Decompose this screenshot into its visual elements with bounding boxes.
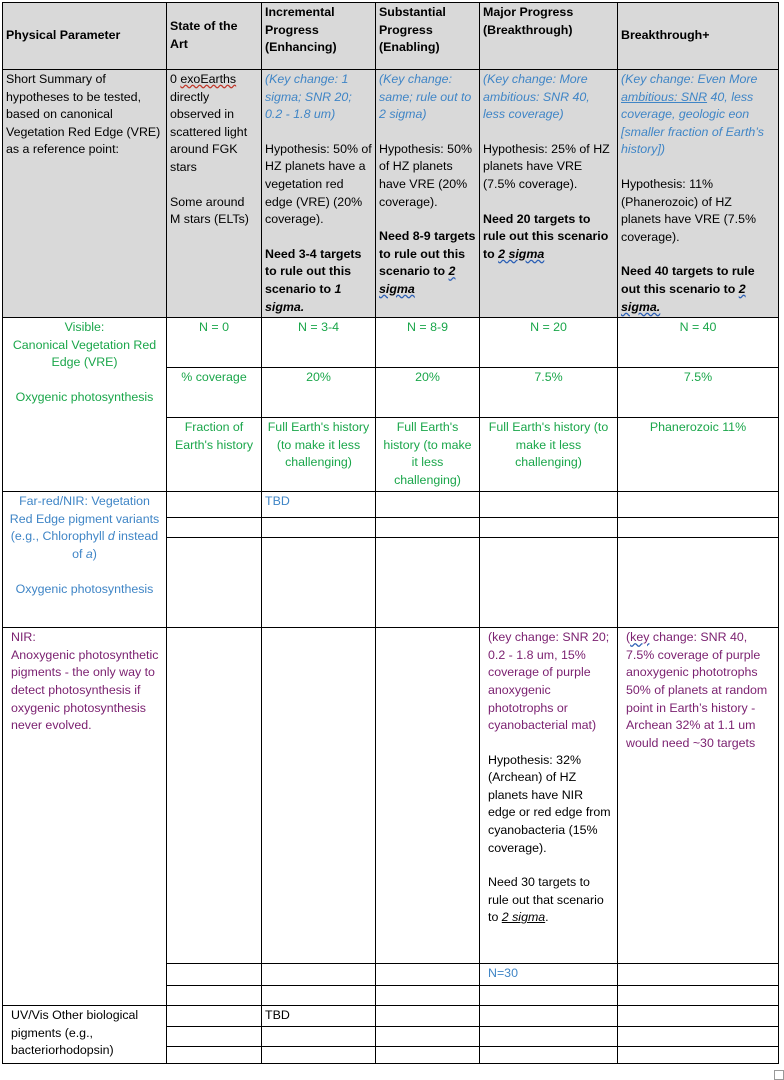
header-physical-parameter: Physical Parameter — [3, 3, 167, 70]
nir-bt-a: ( — [626, 630, 631, 645]
nir-major-key: (key change: SNR 20; 0.2 - 1.8 um, 15% coverage of purple anoxygenic phototrophs or cyanobacterial mat) — [488, 630, 610, 733]
bt-key-a: (Key change: Even More — [621, 72, 758, 86]
empty-cell — [262, 538, 376, 628]
visible-n-bt: N = 40 — [618, 318, 779, 368]
empty-cell — [262, 518, 376, 538]
visible-n-state: N = 0 — [167, 318, 262, 368]
farred-bt — [618, 492, 779, 518]
empty-cell — [618, 1006, 779, 1027]
nir-major — [480, 628, 618, 964]
nir-bt-c: change: SNR 40, 7.5% coverage of purple anoxygenic phototrophs 50% of planets at random point in Earth’s history - Archean 32% at 1.1 um would need ~30 targets — [626, 630, 768, 750]
science-table — [2, 2, 779, 1064]
bt-need: Need 40 targets to rule out this scenario to — [621, 264, 755, 296]
nir-bt-b: key — [630, 630, 650, 645]
visible-frac-major: Full Earth's history (to make it less challenging) — [480, 418, 618, 492]
empty-cell — [376, 1046, 480, 1063]
nir-bt — [618, 628, 779, 964]
summary-row — [3, 70, 779, 318]
empty-cell — [376, 518, 480, 538]
empty-cell — [262, 1046, 376, 1063]
subs-sigma: 2 sigma — [379, 264, 456, 296]
major-key-change: (Key change: More ambitious: SNR 40, less coverage) — [483, 72, 590, 122]
summary-label — [3, 70, 167, 318]
empty-cell — [167, 538, 262, 628]
incr-key-change: (Key change: 1 sigma; SNR 20; 0.2 - 1.8 um) — [265, 72, 352, 122]
empty-cell — [262, 986, 376, 1006]
resize-handle[interactable] — [774, 1070, 784, 1080]
incr-sigma: 1 sigma. — [265, 281, 342, 314]
farred-state — [167, 492, 262, 518]
empty-cell — [618, 1026, 779, 1046]
empty-cell — [618, 518, 779, 538]
subs-key-change: (Key change: same; rule out to 2 sigma) — [379, 72, 472, 122]
visible-frac-incr: Full Earth's history (to make it less challenging) — [262, 418, 376, 492]
farred-label-b: instead of — [72, 529, 159, 561]
empty-cell — [376, 986, 480, 1006]
header-substantial: Substantial Progress (Enabling) — [376, 3, 480, 70]
header-state-of-the-art: State of the Art — [167, 3, 262, 70]
incr-hypothesis: Hypothesis: 50% of HZ planets have a vegetation red edge (VRE) (20% coverage). — [265, 141, 372, 227]
empty-cell — [618, 986, 779, 1006]
nir-row-1 — [3, 628, 779, 964]
uv-incr: TBD — [262, 1006, 376, 1027]
farred-major — [480, 492, 618, 518]
header-major: Major Progress (Breakthrough) — [480, 3, 618, 70]
major-need: Need 20 targets to rule out this scenario to — [483, 211, 609, 261]
nir-n-major: N=30 — [480, 964, 618, 986]
visible-label-2: Canonical Vegetation Red Edge (VRE) — [12, 337, 157, 370]
nir-major-hyp: Hypothesis: 32% (Archean) of HZ planets have NIR edge or red edge from cyanobacteria (15% coverage). — [488, 752, 611, 855]
visible-frac-label: Fraction of Earth's history — [167, 418, 262, 492]
empty-cell — [262, 1026, 376, 1046]
empty-cell — [167, 518, 262, 538]
visible-frac-bt: Phanerozoic 11% — [618, 418, 779, 492]
state-exoearths: exoEarths — [180, 72, 237, 86]
summary-state — [167, 70, 262, 318]
empty-cell — [167, 964, 262, 986]
header-incremental: Incremental Progress (Enhancing) — [262, 3, 376, 70]
bt-key-c: 40, less coverage, geologic eon [smaller fraction of Earth’s history]) — [621, 89, 765, 157]
farred-label-c: ) — [92, 546, 97, 561]
visible-n-major: N = 20 — [480, 318, 618, 368]
empty-cell — [376, 1026, 480, 1046]
empty-cell — [480, 1046, 618, 1063]
empty-cell — [167, 628, 262, 964]
empty-cell — [480, 986, 618, 1006]
state-zero: 0 — [170, 72, 181, 86]
summary-breakthrough — [618, 70, 779, 318]
visible-cov-incr: 20% — [262, 368, 376, 418]
empty-cell — [167, 1026, 262, 1046]
header-breakthrough: Breakthrough+ — [618, 3, 779, 70]
empty-cell — [167, 1046, 262, 1063]
major-hypothesis: Hypothesis: 25% of HZ planets have VRE (7.5% coverage). — [483, 141, 610, 191]
empty-cell — [480, 538, 618, 628]
visible-cov-subs: 20% — [376, 368, 480, 418]
nir-label-1: NIR: — [11, 630, 36, 645]
empty-cell — [618, 964, 779, 986]
uv-label: UV/Vis Other biological pigments (e.g., bacteriorhodopsin) — [3, 1006, 167, 1064]
bt-hypothesis: Hypothesis: 11% (Phanerozoic) of HZ planets have VRE (7.5% coverage). — [621, 176, 756, 244]
bt-sigma: 2 sigma. — [621, 281, 746, 314]
header-row — [3, 3, 779, 70]
visible-label-3: Oxygenic photosynthesis — [15, 389, 154, 404]
empty-cell — [480, 1006, 618, 1027]
empty-cell — [480, 1026, 618, 1046]
farred-label — [3, 492, 167, 628]
farred-label-a: Far-red/NIR: Vegetation Red Edge pigment variants (e.g., Chlorophyll — [9, 494, 160, 544]
empty-cell — [167, 986, 262, 1006]
visible-cov-bt: 7.5% — [618, 368, 779, 418]
visible-label-1: Visible: — [64, 320, 105, 335]
nir-label — [3, 628, 167, 1006]
state-m-stars: Some around M stars (ELTs) — [170, 194, 249, 227]
nir-label-2: Anoxygenic photosynthetic pigments - the only way to detect photosynthesis if oxygenic photosynthesis never evolved. — [11, 647, 159, 733]
farred-subs — [376, 492, 480, 518]
visible-cov-major: 7.5% — [480, 368, 618, 418]
empty-cell — [376, 1006, 480, 1027]
summary-substantial — [376, 70, 480, 318]
farred-row-1 — [3, 492, 779, 518]
uv-row-1 — [3, 1006, 779, 1027]
nir-major-sigma: 2 sigma — [501, 910, 546, 925]
subs-need: Need 8-9 targets to rule out this scenario to — [379, 229, 476, 279]
visible-n-incr: N = 3-4 — [262, 318, 376, 368]
nir-major-need: Need 30 targets to rule out that scenario to — [488, 875, 604, 925]
state-observed: directly observed in scattered light around FGK stars — [170, 89, 248, 174]
empty-cell — [262, 964, 376, 986]
farred-label-d: d — [107, 529, 115, 544]
empty-cell — [376, 628, 480, 964]
empty-cell — [167, 1006, 262, 1027]
subs-hypothesis: Hypothesis: 50% of HZ planets have VRE (20% coverage). — [379, 141, 472, 209]
bt-key-b: ambitious: SNR — [621, 89, 708, 104]
summary-major — [480, 70, 618, 318]
empty-cell — [618, 538, 779, 628]
empty-cell — [618, 1046, 779, 1063]
major-sigma: 2 sigma — [498, 246, 545, 261]
empty-cell — [376, 538, 480, 628]
summary-label-text: Short Summary of hypotheses to be tested, based on canonical Vegetation Red Edge (VRE) as a reference point: — [6, 72, 161, 157]
incr-need: Need 3-4 targets to rule out this scenario to — [265, 246, 362, 296]
visible-n-row — [3, 318, 779, 368]
visible-n-subs: N = 8-9 — [376, 318, 480, 368]
empty-cell — [262, 628, 376, 964]
visible-frac-subs: Full Earth's history (to make it less challenging) — [376, 418, 480, 492]
farred-label-2: Oxygenic photosynthesis — [15, 581, 154, 596]
summary-incremental — [262, 70, 376, 318]
visible-cov-label: % coverage — [167, 368, 262, 418]
farred-incr: TBD — [262, 492, 376, 518]
empty-cell — [376, 964, 480, 986]
empty-cell — [480, 518, 618, 538]
visible-label — [3, 318, 167, 492]
nir-major-period: . — [545, 910, 549, 925]
farred-label-a2: a — [85, 546, 93, 561]
